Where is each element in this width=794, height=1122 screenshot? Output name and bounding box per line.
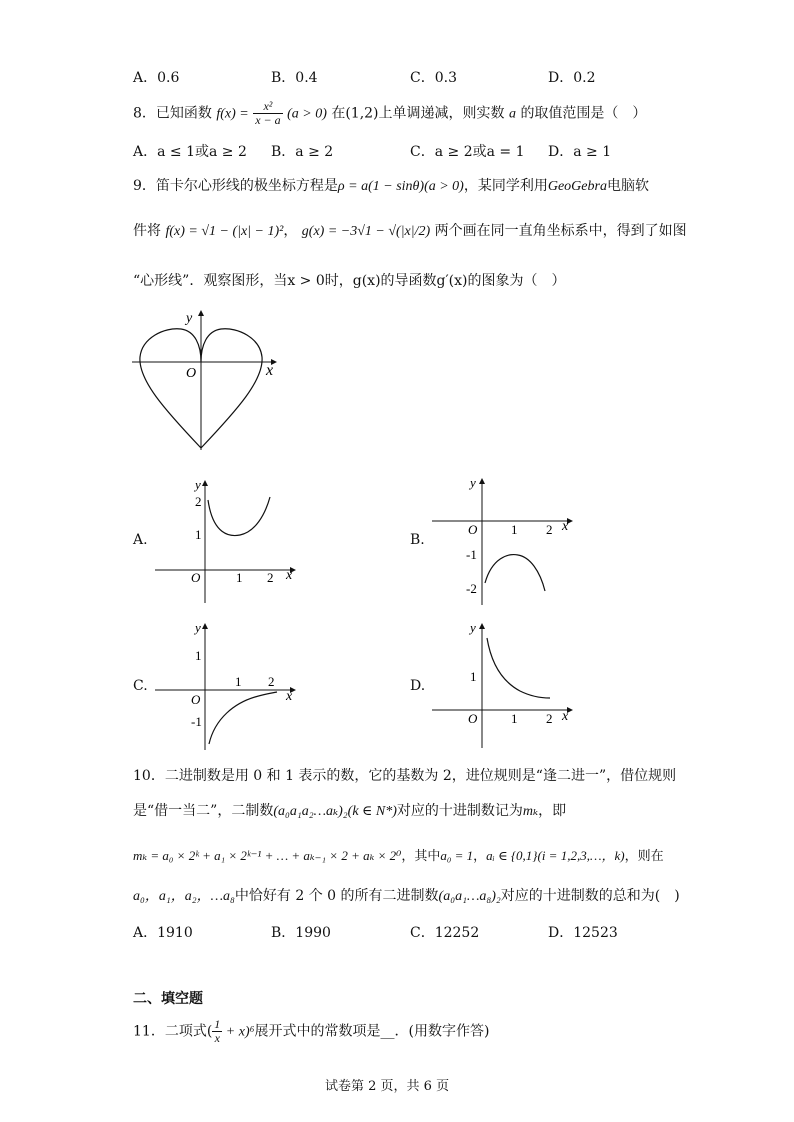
q7-option-d: D．0.2 bbox=[548, 70, 596, 86]
q11-text: 展开式中的常数项是__．(用数字作答) bbox=[254, 1023, 490, 1040]
graph-option-b bbox=[430, 473, 580, 608]
graph-a-curve bbox=[208, 497, 270, 536]
q8-option-a: A．a ≤ 1或a ≥ 2 bbox=[133, 144, 247, 160]
q9-function-g: g(x) = −3√1 − √(|x|/2) bbox=[301, 224, 431, 239]
q11-suffix: + x)⁶ bbox=[222, 1024, 255, 1040]
q9-option-a-label: A. bbox=[133, 532, 148, 548]
page-footer: 试卷第 2 页，共 6 页 bbox=[325, 1079, 450, 1094]
q10-binary-expr: (a₀a₁a₂…aₖ)₂(k ∈ N*) bbox=[273, 804, 397, 819]
question-11 bbox=[133, 1018, 489, 1045]
q9-option-d-label: D. bbox=[410, 678, 426, 694]
graph-c-curve bbox=[209, 692, 277, 744]
q8-option-b: B．a ≥ 2 bbox=[271, 144, 334, 160]
q10-m-formula: mₖ = a₀ × 2ᵏ + a₁ × 2ᵏ⁻¹ + … + aₖ₋₁ × 2 + aₖ × 2⁰ bbox=[133, 848, 402, 863]
q10-option-c: C．12252 bbox=[410, 925, 480, 941]
graph-c-tick-y1: 1 bbox=[195, 648, 202, 663]
q10-line3-e: ，则在 bbox=[624, 849, 664, 864]
q10-line2-b: 对应的十进制数记为 bbox=[396, 803, 523, 819]
q9-line1-c: 电脑软 bbox=[606, 178, 649, 194]
graph-c-tick-x1: 1 bbox=[235, 674, 242, 689]
q9-line1-a: 9．笛卡尔心形线的极坐标方程是 bbox=[133, 178, 338, 194]
q10-line2-c: ，即 bbox=[538, 803, 567, 819]
q10-option-a: A．1910 bbox=[133, 925, 193, 941]
q8-fraction bbox=[253, 100, 282, 127]
graph-a-tick-y2: 2 bbox=[195, 494, 202, 509]
q7-option-b: B．0.4 bbox=[271, 70, 318, 86]
q9-line1-b: ，某同学利用 bbox=[463, 178, 548, 194]
heart-y-label: y bbox=[186, 311, 193, 326]
q11-prefix: 11．二项式( bbox=[133, 1023, 213, 1040]
graph-d-origin: O bbox=[468, 711, 478, 726]
question-8 bbox=[133, 100, 646, 127]
graph-d-y-label: y bbox=[470, 620, 476, 635]
graph-b-y-label: y bbox=[470, 475, 476, 490]
q7-option-a: A．0.6 bbox=[133, 70, 180, 86]
graph-a-x-label: x bbox=[286, 568, 293, 583]
graph-a-origin: O bbox=[191, 570, 201, 585]
q10-option-b: B．1990 bbox=[271, 925, 331, 941]
q10-line-4 bbox=[133, 885, 680, 905]
graph-a-y-label: y bbox=[195, 477, 201, 492]
q9-software-name: GeoGebra bbox=[547, 179, 607, 194]
q7-option-c: C．0.3 bbox=[410, 70, 457, 86]
graph-b-tick-y2: -2 bbox=[466, 581, 477, 596]
q10-binary-9: (a₀a₁…a₈)₂ bbox=[438, 889, 501, 904]
graph-c-origin: O bbox=[191, 692, 201, 707]
q8-func: f(x) = bbox=[216, 106, 249, 122]
q8-numerator: x² bbox=[253, 100, 282, 114]
q8-option-c: C．a ≥ 2或a = 1 bbox=[410, 144, 525, 160]
graph-d-tick-y1: 1 bbox=[470, 669, 477, 684]
graph-b-curve bbox=[485, 555, 545, 591]
q10-option-d: D．12523 bbox=[548, 925, 618, 941]
graph-c-x-label: x bbox=[286, 689, 293, 704]
q10-ai-set: aᵢ ∈ {0,1}(i = 1,2,3,…，k) bbox=[486, 848, 625, 863]
graph-b-x-label: x bbox=[562, 519, 569, 534]
q9-line-3: “心形线”．观察图形，当x > 0时，g(x)的导函数g′(x)的图象为（ ） bbox=[133, 273, 566, 289]
q8-var: a bbox=[508, 106, 516, 122]
q8-prefix: 8．已知函数 bbox=[133, 105, 212, 122]
heart-origin-label: O bbox=[186, 366, 197, 381]
q10-line2-a: 是“借一当二”，二制数 bbox=[133, 803, 274, 819]
heart-figure bbox=[130, 305, 280, 455]
q11-denominator: x bbox=[214, 1031, 220, 1045]
graph-a-tick-x2: 2 bbox=[267, 570, 274, 585]
graph-b-tick-y1: -1 bbox=[466, 547, 477, 562]
q10-m-k: mₖ bbox=[522, 804, 539, 819]
graph-d-curve bbox=[487, 638, 550, 698]
q10-line-1: 10．二进制数是用 0 和 1 表示的数，它的基数为 2，进位规则是“逢二进一”，借位规则 bbox=[133, 768, 677, 784]
graph-b-origin: O bbox=[468, 522, 478, 537]
graph-d-tick-x2: 2 bbox=[546, 711, 553, 726]
q10-a0-eq: a₀ = 1 bbox=[440, 848, 474, 863]
q10-line3-a: ，其中 bbox=[401, 849, 441, 864]
graph-c-tick-y2: -1 bbox=[191, 714, 202, 729]
q10-line4-b: 中恰好有 2 个 0 的所有二进制数 bbox=[234, 888, 439, 904]
q11-fraction bbox=[212, 1018, 222, 1045]
q10-line4-d: 对应的十进制数的总和为( ) bbox=[500, 888, 680, 904]
q11-numerator: 1 bbox=[214, 1017, 221, 1031]
q9-line2-b: 两个画在同一直角坐标系中，得到了如图 bbox=[434, 223, 687, 239]
graph-b-tick-x1: 1 bbox=[511, 522, 518, 537]
graph-a-tick-x1: 1 bbox=[236, 570, 243, 585]
q10-line-2 bbox=[133, 800, 566, 820]
graph-d-tick-x1: 1 bbox=[511, 711, 518, 726]
q10-line3-c: ， bbox=[473, 849, 487, 864]
q9-polar-equation: ρ = a(1 − sinθ)(a > 0) bbox=[337, 179, 464, 194]
graph-c-tick-x2: 2 bbox=[268, 674, 275, 689]
q8-denominator: x − a bbox=[255, 113, 281, 127]
heart-x-label: x bbox=[266, 362, 274, 379]
q8-option-d: D．a ≥ 1 bbox=[548, 144, 612, 160]
graph-option-a bbox=[155, 475, 305, 605]
q8-suffix: 的取值范围是（ ） bbox=[520, 105, 647, 122]
graph-c-y-label: y bbox=[195, 620, 201, 635]
q9-line-2 bbox=[133, 220, 687, 240]
q9-line2-comma: ， bbox=[283, 223, 298, 239]
graph-option-c bbox=[155, 618, 305, 753]
graph-d-x-label: x bbox=[562, 709, 569, 724]
q9-line2-a: 件将 bbox=[133, 223, 161, 239]
graph-option-d bbox=[430, 618, 580, 753]
q8-mid: 在(1,2)上单调递减，则实数 bbox=[331, 105, 505, 122]
graph-a-tick-y1: 1 bbox=[195, 527, 202, 542]
q10-line-3 bbox=[133, 845, 664, 864]
q9-option-c-label: C. bbox=[133, 678, 148, 694]
section-fill-in-title: 二、填空题 bbox=[133, 991, 203, 1007]
q8-cond: (a > 0) bbox=[287, 106, 327, 122]
q9-function-f: f(x) = √1 − (|x| − 1)² bbox=[165, 224, 284, 239]
q10-digit-list: a₀，a₁，a₂，…a₈ bbox=[133, 889, 235, 904]
q9-option-b-label: B. bbox=[410, 532, 425, 548]
q9-line-1 bbox=[133, 175, 649, 195]
graph-b-tick-x2: 2 bbox=[546, 522, 553, 537]
